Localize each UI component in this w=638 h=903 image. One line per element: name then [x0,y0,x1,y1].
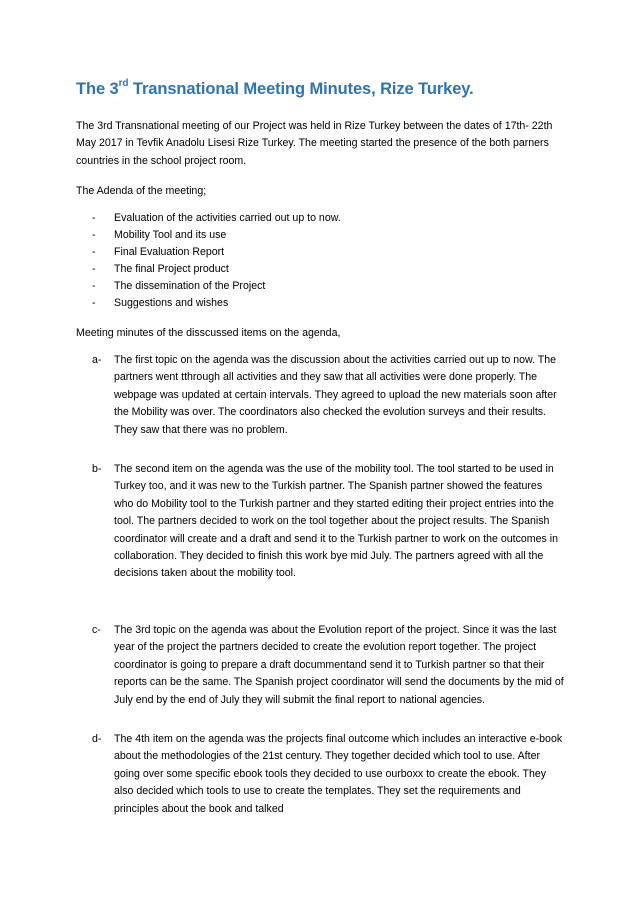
list-dash: - [92,212,96,224]
page-title [76,77,474,99]
list-dash: - [92,229,96,241]
list-dash: - [92,297,96,309]
agenda-item-text: Final Evaluation Report [114,246,225,258]
minutes-item-a [76,352,568,439]
agenda-item-text: The final Project product [114,263,229,275]
agenda-item [76,295,556,312]
agenda-item-text: Evaluation of the activities carried out up to now. [114,212,341,224]
item-marker: d- [92,733,102,745]
minutes-heading: Meeting minutes of the disscussed items on the agenda, [76,327,341,339]
agenda-item [76,244,556,261]
list-dash: - [92,280,96,292]
agenda-item [76,278,556,295]
agenda-item [76,210,556,227]
agenda-heading: The Adenda of the meeting; [76,185,207,197]
item-text: The 3rd topic on the agenda was about the Evolution report of the project. Since it was the last year of the project the partners decided to create the evolution report together. The project coordinator is going to prepare a draft docummentand send it to Turkish partner so that their reports can be the same. The Spanish project coordinator will send the documents by the mid of July end by the end of July they will submit the final report to national agencies. [114,624,564,706]
item-text: The 4th item on the agenda was the projects final outcome which includes an interactive e-book about the methodologies of the 21st century. They together decided which tool to use. After going over some specific ebook tools they decided to use ourboxx to create the ebook. They also decided which tools to use to create the templates. They set the requirements and principles about the book and talked [114,733,563,815]
intro-paragraph: The 3rd Transnational meeting of our Project was held in Rize Turkey between the dates of 17th- 22th May 2017 in Tevfik Anadolu Lisesi Rize Turkey. The meeting started the presence of the both parners countries in the school project room. [76,120,553,167]
item-marker: a- [92,354,102,366]
agenda-item [76,261,556,278]
title-suffix: Transnational Meeting Minutes, Rize Turkey. [128,80,474,98]
item-marker: c- [92,624,101,636]
minutes-item-b [76,461,568,583]
agenda-item-text: Mobility Tool and its use [114,229,227,241]
agenda-item [76,227,556,244]
item-marker: b- [92,463,102,475]
item-text: The second item on the agenda was the use of the mobility tool. The tool started to be used in Turkey too, and it was new to the Turkish partner. The Spanish partner showed the features who do Mobility tool to the Turkish partner and they started editing their project entries into the tool. The partners decided to work on the tool together about the project results. The Spanish coordinator will create and a draft and send it to the Turkish partner to work on the outcomes in collaboration. They decided to finish this work bye mid July. The partners agreed with all the decisions taken about the mobility tool. [114,463,559,580]
item-text: The first topic on the agenda was the discussion about the activities carried out up to now. The partners went tthrough all activities and they saw that all activities were done properly. The webpage was updated at certain intervals. They agreed to upload the new materials soon after the Mobility was over. The coordinators also checked the evolution surveys and their results. They saw that there was no problem. [114,354,557,436]
minutes-item-d [76,731,568,818]
list-dash: - [92,263,96,275]
agenda-item-text: Suggestions and wishes [114,297,229,309]
title-superscript: rd [118,77,129,89]
minutes-item-c [76,622,568,709]
list-dash: - [92,246,96,258]
title-prefix: The 3 [76,80,119,98]
agenda-list [76,210,556,312]
agenda-item-text: The dissemination of the Project [114,280,266,292]
